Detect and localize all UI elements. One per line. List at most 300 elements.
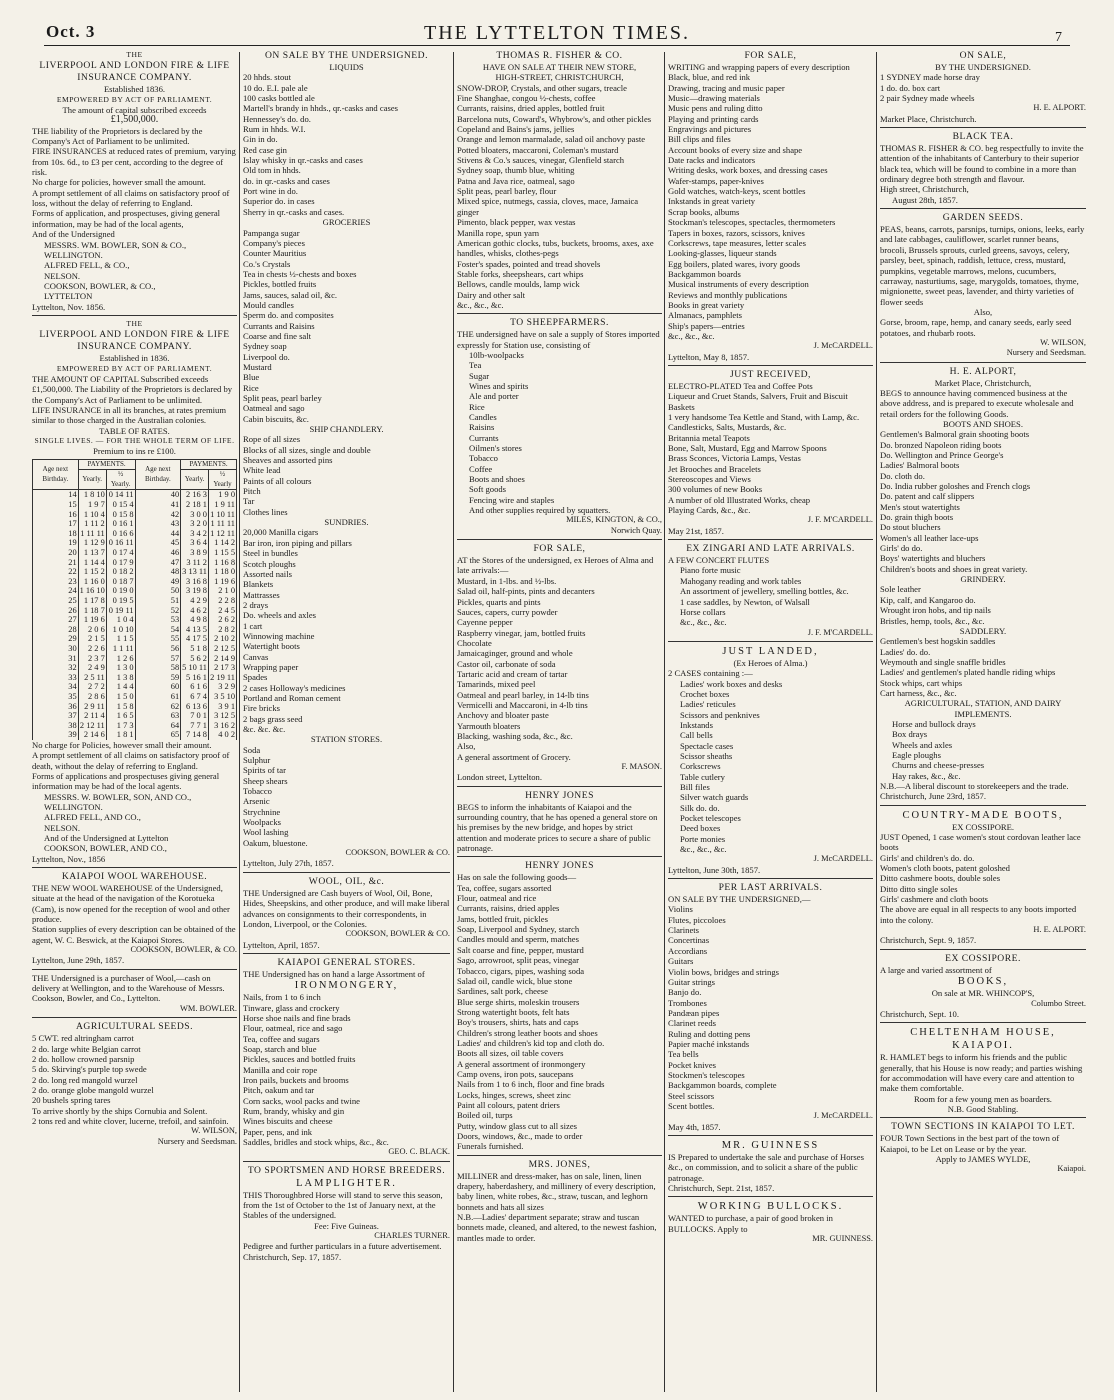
- list-item: Blocks of all sizes, single and double: [243, 444, 371, 455]
- list-item: Rum in hhds. W.I.: [243, 124, 306, 135]
- list-item: Deed boxes: [680, 823, 721, 834]
- list-item: Strong watertight boots, felt hats: [457, 1006, 570, 1017]
- list-item: Bill clips and files: [668, 134, 731, 145]
- list-item: Sulphur: [243, 755, 271, 766]
- zingari-ad: EX ZINGARI AND LATE ARRIVALS. A FEW CONCERT FLUTES Piano forte music Mahogany reading and work tables An assortment of jewellery, smelling bottles, &c. 1 case saddles, by Newton, of Walsall Horse collars &c., &c., &c. J. F. M'CARDELL.: [668, 543, 873, 637]
- list-item: COOKSON, BOWLER, & CO.,: [44, 280, 156, 291]
- list-item: Books in great variety: [668, 299, 745, 310]
- list-item: Corkscrews, tape measures, letter scales: [668, 237, 806, 248]
- list-item: Trombones: [668, 997, 707, 1008]
- list-item: 2 tons red and white clover, lucerne, trefoil, and sainfoin.: [32, 1115, 229, 1126]
- list-item: Woolpacks: [243, 817, 281, 828]
- list-item: Winnowing machine: [243, 630, 315, 641]
- list-item: No charge for Policies, however small their amount.: [32, 739, 212, 750]
- table-cell: 3 2 0: [181, 519, 209, 529]
- table-cell: 2 2 8: [208, 596, 236, 606]
- list-item: Tea, coffee and sugars: [243, 1033, 320, 1044]
- list-item: Watertight boots: [243, 641, 300, 652]
- list-item: Crochet boxes: [680, 688, 730, 699]
- table-row: [33, 682, 237, 692]
- list-item: Hennessey's do. do.: [243, 113, 311, 124]
- list-item: Fencing wire and staples: [469, 494, 555, 505]
- table-cell: 31: [33, 654, 79, 664]
- page-number: 7: [1055, 30, 1062, 45]
- table-cell: 2 17 3: [208, 663, 236, 673]
- list-item: Forms of applications and prospectuses giving general information may be had of the local agents.: [32, 770, 220, 792]
- list-item: Rope of all sizes: [243, 434, 301, 445]
- list-item: Rice: [243, 382, 259, 393]
- list-item: Mould candles: [243, 299, 294, 310]
- table-cell: 1 7 3: [106, 721, 135, 731]
- list-item: Ditto cashmere boots, double soles: [880, 873, 1001, 884]
- list-item: Inkstands: [680, 719, 713, 730]
- list-item: Stockman's telescopes, spectacles, thermometers: [668, 217, 836, 228]
- list-item: Tea bells: [668, 1049, 699, 1060]
- list-item: Fine Shanghae, congou ½-chests, coffee: [457, 93, 596, 104]
- list-item: Rice: [469, 401, 485, 412]
- table-cell: 2 10 2: [208, 634, 236, 644]
- table-cell: 26: [33, 606, 79, 616]
- list-item: Backgammon boards, complete: [668, 1080, 777, 1091]
- list-item: Pitch: [243, 486, 261, 497]
- ad-heading: BLACK TEA.: [952, 131, 1014, 143]
- list-item: Islay whisky in qr.-casks and cases: [243, 155, 363, 166]
- list-item: Girls' and children's do. do.: [880, 852, 975, 863]
- table-cell: 3 5 10: [208, 692, 236, 702]
- list-item: Horse collars: [680, 606, 726, 617]
- list-item: Do stout bluchers: [880, 522, 941, 533]
- list-item: 2 do. hollow crowned parsnip: [32, 1053, 135, 1064]
- guinness-ad: MR. GUINNESS IS Prepared to undertake the sale and purchase of Horses &c., on commission, and to solicit a share of the public patronage. Christchurch, Sept. 21st, 1857.: [668, 1139, 873, 1193]
- table-cell: 1 12 9: [78, 538, 106, 548]
- table-row: [33, 529, 237, 539]
- table-cell: 2 1 5: [78, 634, 106, 644]
- list-item: And of the Undersigned at Lyttelton: [44, 833, 169, 843]
- table-cell: 1 16 0: [78, 577, 106, 587]
- list-item: Split peas, pearl barley, flour: [457, 186, 557, 197]
- list-item: Liverpool do.: [243, 351, 290, 362]
- table-cell: 1 18 7: [78, 606, 106, 616]
- list-item: Scent bottles.: [668, 1100, 715, 1111]
- list-item: 20 bushels spring tares: [32, 1095, 111, 1106]
- ad-heading: KAIAPOI WOOL WAREHOUSE.: [61, 871, 208, 883]
- list-item: Assorted nails: [243, 568, 292, 579]
- table-row: [33, 673, 237, 683]
- list-item: Ladies' Balmoral boots: [880, 460, 960, 471]
- table-row: [33, 625, 237, 635]
- table-cell: 1 9 0: [208, 490, 236, 500]
- table-cell: 6 7 4: [181, 692, 209, 702]
- table-cell: 48: [135, 567, 181, 577]
- list-item: Bone, Salt, Mustard, Egg and Marrow Spoons: [668, 443, 827, 454]
- list-item: Scissor sheaths: [680, 750, 733, 761]
- bullocks-ad: WORKING BULLOCKS. WANTED to purchase, a pair of good broken in BULLOCKS. Apply to MR. GUINNESS.: [668, 1201, 873, 1244]
- list-item: Blacking, washing soda, &c., &c.: [457, 730, 573, 741]
- list-item: Piano forte music: [680, 565, 741, 576]
- list-item: To arrive shortly by the ships Cornubia and Solent.: [32, 1105, 208, 1116]
- list-item: Gin in do.: [243, 134, 278, 145]
- list-item: Pocket telescopes: [680, 813, 741, 824]
- ad-heading: WORKING BULLOCKS.: [697, 1201, 844, 1213]
- ad-heading: LIVERPOOL AND LONDON FIRE & LIFE INSURANCE COMPANY.: [39, 329, 230, 353]
- list-item: Do. cloth do.: [880, 470, 925, 481]
- list-item: 1 case saddles, by Newton, of Walsall: [680, 596, 810, 607]
- table-row: [33, 654, 237, 664]
- table-cell: 65: [135, 730, 181, 740]
- list-item: Boy's trousers, shirts, hats and caps: [457, 1017, 579, 1028]
- list-item: SNOW-DROP, Crystals, and other sugars, treacle: [457, 82, 627, 93]
- list-item: Jamaicaginger, ground and whole: [457, 648, 573, 659]
- table-cell: 0 18 2: [106, 567, 135, 577]
- list-item: Box drays: [892, 729, 928, 740]
- list-item: Men's stout watertights: [880, 501, 960, 512]
- list-item: Tar: [243, 496, 255, 507]
- table-cell: 25: [33, 596, 79, 606]
- list-item: Sauces, capers, curry powder: [457, 606, 558, 617]
- table-cell: 2 12 5: [208, 644, 236, 654]
- ad-heading: GARDEN SEEDS.: [942, 212, 1024, 224]
- list-item: Salt coarse and fine, pepper, mustard: [457, 944, 584, 955]
- list-item: Bristles, hemp, tools, &c., &c.: [880, 615, 985, 626]
- list-item: Mahogany reading and work tables: [680, 575, 802, 586]
- list-item: Date racks and indicators: [668, 155, 756, 166]
- list-item: Porte monies: [680, 833, 726, 844]
- list-item: Coffee: [469, 463, 493, 474]
- table-row: [33, 634, 237, 644]
- table-cell: 35: [33, 692, 79, 702]
- table-cell: 15: [33, 500, 79, 510]
- table-cell: 1 2 6: [106, 654, 135, 664]
- table-cell: 3 13 11: [182, 567, 207, 577]
- ad-heading: FOR SALE,: [744, 50, 797, 61]
- list-item: 300 volumes of new Books: [668, 484, 763, 495]
- table-row: [33, 490, 237, 500]
- table-cell: 54: [135, 625, 181, 635]
- table-cell: 59: [135, 673, 181, 683]
- list-item: &c. &c. &c.: [243, 724, 286, 734]
- list-item: Boots all sizes, oil table covers: [457, 1048, 564, 1059]
- list-item: Paint all colours, patent driers: [457, 1099, 560, 1110]
- list-item: An assortment of jewellery, smelling bottles, &c.: [680, 586, 849, 597]
- table-cell: 1 17 8: [78, 596, 106, 606]
- table-cell: 0 18 7: [106, 577, 135, 587]
- cheltenham-house-ad: CHELTENHAM HOUSE, KAIAPOI. R. HAMLET begs to inform his friends and the public generally, that his House is now ready; and parties wishing for accommodation will have every care and attention to make them comfortable. Room for a few young men as boarders. N.B. Good Stabling.: [880, 1026, 1086, 1114]
- newspaper-title: THE LYTTELTON TIMES.: [424, 22, 690, 44]
- column-rule: [239, 52, 240, 1392]
- list-item: Cabin biscuits, &c.: [243, 413, 309, 424]
- list-item: &c., &c., &c.: [457, 299, 504, 310]
- list-item: Candles: [469, 412, 497, 422]
- list-item: Raisins: [469, 422, 495, 433]
- list-item: Patna and Java rice, oatmeal, sago: [457, 175, 575, 186]
- table-cell: 51: [135, 596, 181, 606]
- list-item: Stockmen's telescopes: [668, 1069, 745, 1080]
- list-item: Manilla and coir rope: [243, 1064, 318, 1075]
- list-item: Stable forks, sheepshears, cart whips: [457, 268, 584, 279]
- column-rule: [453, 52, 454, 1392]
- list-item: Children's strong leather boots and shoes: [457, 1027, 598, 1038]
- list-item: Coarse and fine salt: [243, 330, 312, 341]
- table-cell: 1 1 5: [106, 634, 135, 644]
- list-item: A prompt settlement of all claims on satisfactory proof of loss, without the delay of referring to England.: [32, 187, 230, 209]
- table-cell: 2 5 11: [78, 673, 106, 683]
- table-cell: 1 14 2: [208, 538, 236, 548]
- ad-heading: PER LAST ARRIVALS.: [718, 882, 823, 894]
- ad-body: [32, 374, 237, 426]
- list-item: Stock whips, cart whips: [880, 677, 963, 688]
- list-item: Nails from 1 to 6 inch, floor and fine brads: [457, 1079, 605, 1090]
- on-sale-ad: ON SALE BY THE UNDERSIGNED. LIQUIDS 20 hhds. stout 10 do. E.I. pale ale 100 casks bottled ale Martell's brandy in hhds., qr.-casks and cases Hennessey's do. do. Rum in hhds. W.I. Gin in do. Red case gin Islay whisky in qr.-casks and cases Old tom in hhds. do. in qr.-casks and cases Port wine in do. Superior do. in cases Sherry in qr.-casks and cases. GROCERIES Pampanga sugar Company's pieces Counter Mauritius Co.'s Crystals Tea in chests ½-chests and boxes Pickles, bottled fruits Jams, sauces, salad oil, &c. Mould candles Sperm do. and composites Currants and Raisins Coarse and fine salt Sydney soap Liverpool do. Mustard Blue Rice Split peas, pearl barley Oatmeal and sago Cabin biscuits, &c. SHIP CHANDLERY. Rope of all sizes Blocks of all sizes, single and double Sheaves and assorted pins White lead Paints of all colours Pitch Tar Clothes lines SUNDRIES. 20,000 Manilla cigars Bar iron, iron piping and pillars Steel in bundles Scotch ploughs Assorted nails Blankets Mattrasses 2 drays Do. wheels and axles 1 cart Winnowing machine Watertight boots Canvas Wrapping paper Spades 2 cases Holloway's medicines Portland and Roman cement Fire bricks 2 bags grass seed &c. &c. &c. STATION STORES. Soda Sulphur Spirits of tar Sheep shears Tobacco Arsenic Strychnine Woolpacks Wool lashing Oakum, bluestone. COOKSON, BOWLER & CO. Lyttelton, July 27th, 1857.: [243, 50, 450, 869]
- table-cell: 4 6 2: [181, 606, 209, 616]
- table-cell: 33: [33, 673, 79, 683]
- list-item: Candlesticks, Salts, Mustards, &c.: [668, 422, 787, 433]
- list-item: Do. wheels and axles: [243, 610, 317, 621]
- list-item: COOKSON, BOWLER, AND CO.,: [44, 843, 167, 854]
- list-item: 2 bags grass seed: [243, 713, 303, 724]
- list-item: Almanacs, pamphlets: [668, 310, 742, 321]
- table-cell: 3 19 8: [181, 586, 209, 596]
- table-cell: 2 12 11: [79, 720, 105, 730]
- table-row: [33, 548, 237, 558]
- list-item: Do. bronzed Napoleon riding boots: [880, 439, 1002, 450]
- list-item: Brass Sconces, Victoria Lamps, Vestas: [668, 453, 801, 464]
- table-row: [33, 500, 237, 510]
- table-cell: 1 13 7: [78, 548, 106, 558]
- table-cell: 1 5 8: [106, 702, 135, 712]
- list-item: Britannia metal Teapots: [668, 432, 750, 443]
- table-cell: 1 15 5: [208, 548, 236, 558]
- list-item: Ship's papers—entries: [668, 320, 745, 331]
- list-item: No charge for policies, however small the amount.: [32, 177, 206, 188]
- column-4: [668, 50, 873, 1395]
- table-row: [33, 711, 237, 721]
- list-item: MESSRS. WM. BOWLER, SON & CO.,: [44, 239, 187, 250]
- list-item: Gentlemen's best hogskin saddles: [880, 636, 996, 647]
- table-cell: 1 12 11: [210, 528, 235, 538]
- table-cell: 64: [135, 721, 181, 731]
- list-item: Violin bows, bridges and strings: [668, 966, 779, 977]
- list-item: Blue: [243, 372, 260, 383]
- table-cell: 5 16 1: [181, 673, 209, 683]
- table-cell: 5 1 8: [181, 644, 209, 654]
- list-item: Counter Mauritius: [243, 248, 307, 259]
- list-item: Sydney soap, thumb blue, whiting: [457, 165, 575, 176]
- list-item: Blankets: [243, 579, 274, 590]
- list-item: Ladies' and gentlemen's plated handle riding whips: [880, 667, 1056, 678]
- list-item: Pocket knives: [668, 1059, 716, 1070]
- list-item: 2 pair Sydney made wheels: [880, 93, 975, 104]
- table-cell: 1 4 4: [106, 682, 135, 692]
- table-cell: 61: [135, 692, 181, 702]
- mason-for-sale-ad: FOR SALE, AT the Stores of the undersigned, ex Heroes of Alma and late arrivals:— Mustard, in 1-lbs. and ½-lbs. Salad oil, half-pints, pints and decanters Pickles, quarts and pints Sauces, capers, curry powder Cayenne pepper Raspberry vinegar, jam, bottled fruits Chocolate Jamaicaginger, ground and whole Castor oil, carbonate of soda Tartaric acid and cream of tartar Tamarinds, mixed peel Oatmeal and pearl barley, in 14-lb tins Vermicelli and Maccaroni, in 4-lb tins Anchovy and bloater paste Yarmouth bloaters Blacking, washing soda, &c., &c. Also, A general assortment of Grocery. F. MASON. London street, Lyttelton.: [457, 543, 662, 783]
- list-item: WELLINGTON.: [44, 249, 103, 260]
- list-item: 10lb-woolpacks: [469, 349, 524, 360]
- list-item: 1 SYDNEY made horse dray: [880, 72, 980, 83]
- list-item: Music—drawing materials: [668, 93, 760, 104]
- list-item: Sheep shears: [243, 775, 288, 786]
- list-item: &c., &c., &c.: [680, 617, 727, 628]
- ad-heading: LIVERPOOL AND LONDON FIRE & LIFE INSURANCE COMPANY.: [39, 60, 230, 84]
- masthead-rule: [44, 45, 1070, 46]
- table-cell: 1 10 4: [78, 510, 106, 520]
- list-item: Tea in chests ½-chests and boxes: [243, 268, 357, 279]
- list-item: Pampanga sugar: [243, 227, 300, 238]
- ad-heading: THOMAS R. FISHER & CO.: [496, 50, 623, 61]
- list-item: And other supplies required by squatters.: [469, 505, 611, 516]
- list-item: Music pens and ruling ditto: [668, 103, 763, 114]
- list-item: Tamarinds, mixed peel: [457, 679, 536, 690]
- table-row: [33, 519, 237, 529]
- table-row: [33, 577, 237, 587]
- list-item: Guitars: [668, 956, 694, 967]
- list-item: Spirits of tar: [243, 765, 286, 776]
- ad-heading: TO SHEEPFARMERS.: [510, 317, 609, 329]
- table-cell: 2 4 9: [78, 663, 106, 673]
- list-item: 5 CWT. red altringham carrot: [32, 1033, 134, 1044]
- table-cell: 0 17 9: [106, 558, 135, 568]
- list-item: Sydney soap: [243, 341, 287, 352]
- list-item: The above are equal in all respects to any boots imported into the colony.: [880, 904, 1077, 925]
- ad-heading: TO SPORTSMEN AND HORSE BREEDERS.: [247, 1164, 446, 1176]
- table-cell: 53: [135, 615, 181, 625]
- table-cell: 36: [33, 702, 79, 712]
- list-item: 5 do. Skirving's purple top swede: [32, 1064, 147, 1075]
- list-item: Writing desks, work boxes, and dressing cases: [668, 165, 828, 176]
- list-item: Musical instruments of every description: [668, 279, 809, 290]
- list-item: Portland and Roman cement: [243, 692, 341, 703]
- list-item: Horse shoe nails and fine brads: [243, 1012, 351, 1023]
- black-tea-ad: BLACK TEA. THOMAS R. FISHER & CO. beg respectfully to invite the attention of the inhabitants of Canterbury to their superior black tea, which will be found to combine in a more than ordinary degree both strength and flavour. High street, Christchurch, August 28th, 1857.: [880, 131, 1086, 205]
- kaiapoi-stores-ad: KAIAPOI GENERAL STORES. THE Undersigned has on hand a large Assortment of IRONMONGERY, Nails, from 1 to 6 inch Tinware, glass and crockery Horse shoe nails and fine brads Flour, oatmeal, rice and sago Tea, coffee and sugars Soap, starch and blue Pickles, sauces and bottled fruits Manilla and coir rope Iron pails, buckets and brooms Pitch, oakum and tar Corn sacks, wool packs and twine Rum, brandy, whisky and gin Wines biscuits and cheese Paper, pens, and ink Saddles, bridles and stock whips, &c., &c. GEO. C. BLACK.: [243, 956, 450, 1157]
- table-cell: 50: [135, 586, 181, 596]
- fisher-store-ad: THOMAS R. FISHER & CO. HAVE ON SALE AT THEIR NEW STORE, HIGH-STREET, CHRISTCHURCH, SNOW-DROP, Crystals, and other sugars, treacle Fine Shanghae, congou ½-chests, coffee Currants, raisins, dried apples, bottled fruit Barcelona nuts, Coward's, Whybrow's, and other pickles Copeland and Bains's jams, jellies Orange and lemon marmalade, salad oil anchovy paste Potted bloaters, maccaroni, Coleman's mustard Stivens & Co.'s sauces, vinegar, Glenfield starch Sydney soap, thumb blue, whiting Patna and Java rice, oatmeal, sago Split peas, pearl barley, flour Mixed spice, nutmegs, cassia, cloves, mace, Jamaica ginger Pimento, black pepper, wax vestas Manilla rope, spun yarn American gothic clocks, tubs, buckets, brooms, axes, axe handles, whisks, clothes-pegs Foster's spades, pointed and tread shovels Stable forks, sheepshears, cart whips Bellows, candle moulds, lamp wick Dairy and other salt &c., &c., &c.: [457, 50, 662, 310]
- list-item: Cayenne pepper: [457, 617, 513, 628]
- table-cell: 0 17 4: [106, 548, 135, 558]
- ad-heading: H. E. ALPORT,: [949, 365, 1017, 377]
- table-cell: 0 15 4: [106, 500, 135, 510]
- list-item: Sperm do. and composites: [243, 310, 334, 321]
- list-item: Old tom in hhds.: [243, 165, 301, 176]
- list-item: Martell's brandy in hhds., qr.-casks and cases: [243, 103, 399, 114]
- table-cell: 1 5 0: [106, 692, 135, 702]
- list-item: Silk do. do.: [680, 802, 720, 813]
- list-item: Station supplies of every description can be obtained of the agent, W. C. Beswick, at the Kaiapoi Stores.: [32, 924, 236, 945]
- list-item: Looking-glasses, liqueur stands: [668, 248, 777, 259]
- wool-oil-ad: WOOL, OIL, &c. THE Undersigned are Cash buyers of Wool, Oil, Bone, Hides, Sheepskins, and other produce, and will make liberal advances on consignments to their correspondents, in London, Liverpool, or the Colonies. COOKSON, BOWLER & CO. Lyttelton, April, 1857.: [243, 875, 450, 950]
- list-item: Wrapping paper: [243, 661, 299, 672]
- list-item: Tea, coffee, sugars assorted: [457, 882, 552, 893]
- table-cell: 1 6 5: [106, 711, 135, 721]
- table-cell: 60: [135, 682, 181, 692]
- list-item: Wool lashing: [243, 827, 289, 838]
- list-item: Violins: [668, 904, 693, 915]
- insurance-ad-fire: THE LIVERPOOL AND LONDON FIRE & LIFE INSURANCE COMPANY. Established 1836. EMPOWERED BY ACT OF PARLIAMENT. The amount of capital subscribed exceeds £1,500,000. THE liability of the Proprietors is declared by the Company's Act of Parliament to be unlimited. FIRE INSURANCES at reduced rates of premium, varying from 10s. 6d., to £3 per cent, according to the degree of risk. No charge for policies, however small the amount. A prompt settlement of all claims on satisfactory proof of loss, without the delay of referring to England. Forms of application, and prospectuses, giving general information, may be had of the local agents, And of the Undersigned MESSRS. WM. BOWLER, SON & CO., WELLINGTON. ALFRED FELL, & CO., NELSON. COOKSON, BOWLER, & CO., LYTTELTON Lyttelton, Nov. 1856.: [32, 50, 236, 312]
- masthead: [0, 0, 1114, 48]
- list-item: Oatmeal and sago: [243, 403, 305, 414]
- list-item: NELSON.: [44, 822, 81, 833]
- list-item: Horse and bullock drays: [892, 718, 976, 729]
- column-3: [457, 50, 662, 1395]
- list-item: Corn sacks, wool packs and twine: [243, 1095, 360, 1106]
- table-cell: 18: [33, 529, 79, 539]
- ad-body: [32, 740, 237, 792]
- ad-heading: AGRICULTURAL SEEDS.: [76, 1021, 193, 1033]
- table-cell: 29: [33, 634, 79, 644]
- list-item: Sole leather: [880, 584, 921, 595]
- ad-heading: FOR SALE,: [533, 543, 586, 555]
- list-item: Wines and spirits: [469, 380, 529, 391]
- table-cell: 4 13 5: [181, 625, 209, 635]
- list-item: Mustard: [243, 361, 272, 372]
- table-row: [33, 663, 237, 673]
- list-item: Ditto ditto single soles: [880, 883, 958, 894]
- list-item: Ruling and dotting pens: [668, 1028, 751, 1039]
- table-cell: 1 9 11: [208, 500, 236, 510]
- list-item: Silver watch guards: [680, 792, 749, 803]
- table-cell: 2 3 7: [78, 654, 106, 664]
- henry-jones-ad: HENRY JONES BEGS to inform the inhabitants of Kaiapoi and the surrounding country, that he has opened a general store on his premises by the new bridge, and hopes by strict attention and moderate prices to secure a share of public patronage.: [457, 790, 662, 854]
- list-item: MESSRS. W. BOWLER, SON, AND CO.,: [44, 791, 192, 802]
- list-item: Mattrasses: [243, 589, 280, 600]
- column-rule: [664, 52, 665, 1392]
- table-cell: 6 13 6: [181, 702, 209, 712]
- table-cell: 7 0 1: [181, 711, 209, 721]
- list-item: Currants and Raisins: [243, 320, 315, 331]
- table-cell: 0 16 6: [106, 529, 135, 539]
- table-row: [33, 586, 237, 596]
- list-item: Strychnine: [243, 806, 281, 817]
- list-item: Ladies' reticules: [680, 699, 736, 710]
- table-cell: 47: [135, 558, 181, 568]
- list-item: Bellows, candle moulds, lamp wick: [457, 279, 580, 290]
- rates-table: Age next Birthday. PAYMENTS. Age next Birthday. PAYMENTS. Yearly. ½ Yearly. Yearly. ½ Yearly 14 1 8 10 0 14 11 40 2 16 3 1 9 0 15 1 9 7 0 15 4 41 2 18 1 1 9 11 16 1 10 4 0 15 8 42 3 0 0 1 10 11 17 1 11 2 0 16 1 43 3 2 0 1 11 11 18 1 11 11 0 16 6 44 3 4 2 1 12 11 19 1 12 9 0 16 11 45 3 6 4 1 14 2 20 1 13 7 0 17 4 46 3 8 9 1 15 5 21 1 14 4 0 17 9 47 3 11 2 1 16 8 22 1 15 2 0 18 2 48 3 13 11 1 18 0 23 1 16 0 0 18 7 49 3 16 8 1 19 6 24 1 16 10 0 19 0 50 3 19 8 2 1 0 25 1 17 8 0 19 5 51 4 2 9 2 2 8 26 1 18 7 0 19 11 52 4 6 2 2 4 5 27 1 19 6 1 0 4 53 4 9 8 2 6 2 28 2 0 6 1 0 10 54 4 13 5 2 8 2 29 2 1 5 1 1 5 55 4 17 5 2 10 2 30 2 2 6 1 1 11 56 5 1 8 2 12 5 31 2 3 7 1 2 6 57 5 6 2 2 14 9 32 2 4 9 1 3 0 58 5 10 11 2 17 3 33 2 5 11 1 3 8 59 5 16 1 2 19 11 34 2 7 2 1 4 4 60 6 1 6 3 2 9 35 2 8 6 1 5 0 61 6 7 4 3 5 10 36 2 9 11 1 5 8 62 6 13 6 3 9 1 37 2 11 4 1 6 5 63 7 0 1 3 12 5 38 2 12 11 1 7 3 64 7 7 1 3 16 2 39 2 14 6 1 8 1 65 7 14 8 4 0 2: [32, 459, 237, 740]
- table-cell: 3 2 9: [208, 682, 236, 692]
- list-item: Hay rakes, &c., &c.: [892, 770, 961, 781]
- table-cell: 42: [135, 510, 181, 520]
- list-item: Backgammon boards: [668, 268, 741, 279]
- list-item: Locks, hinges, screws, sheet zinc: [457, 1089, 571, 1100]
- list-item: 1 do. do. box cart: [880, 82, 941, 93]
- stationery-ad: FOR SALE, WRITING and wrapping papers of every description Black, blue, and red ink Drawing, tracing and music paper Music—drawing materials Music pens and ruling ditto Playing and printing cards Engravings and pictures Bill clips and files Account books of every size and shape Date racks and indicators Writing desks, work boxes, and dressing cases Wafer-stamps, paper-knives Gold watches, watch-keys, scent bottles Inkstands in great variety Scrap books, albums Stockman's telescopes, spectacles, thermometers Tapers in boxes, razors, scissors, knives Corkscrews, tape measures, letter scales Looking-glasses, liqueur stands Egg boilers, plated wares, ivory goods Backgammon boards Musical instruments of every description Reviews and monthly publications Books in great variety Almanacs, pamphlets Ship's papers—entries &c., &c., &c. J. McCARDELL. Lyttelton, May 8, 1857.: [668, 50, 873, 362]
- table-cell: 0 14 11: [106, 490, 135, 500]
- list-item: FIRE INSURANCES at reduced rates of premium, varying from 10s. 6d., to £3 per cent, according to the degree of risk.: [32, 146, 236, 178]
- list-item: Gentlemen's Balmoral grain shooting boots: [880, 429, 1030, 440]
- table-cell: 5 10 11: [182, 663, 207, 673]
- table-cell: 62: [135, 702, 181, 712]
- list-item: Call bells: [680, 730, 713, 741]
- table-cell: 38: [33, 721, 79, 731]
- list-item: Oatmeal and pearl barley, in 14-lb tins: [457, 689, 589, 700]
- list-item: Sugar: [469, 370, 490, 381]
- table-row: [33, 692, 237, 702]
- list-item: Foster's spades, pointed and tread shovels: [457, 258, 601, 269]
- table-cell: 22: [33, 567, 79, 577]
- just-received-ad: JUST RECEIVED, ELECTRO-PLATED Tea and Coffee Pots Liqueur and Cruet Stands, Salvers, Fruit and Biscuit Baskets 1 very handsome Tea Kettle and Stand, with Lamp, &c. Candlesticks, Salts, Mustards, &c. Britannia metal Teapots Bone, Salt, Mustard, Egg and Marrow Spoons Brass Sconces, Victoria Lamps, Vestas Jet Brooches and Bracelets Stereoscopes and Views 300 volumes of new Books A number of old Illustrated Works, cheap Playing Cards, &c., &c. J. F. M'CARDELL. May 21st, 1857.: [668, 368, 873, 536]
- list-item: Red case gin: [243, 144, 287, 155]
- list-item: LYTTELTON: [44, 291, 93, 302]
- list-item: ALFRED FELL, AND CO.,: [44, 812, 141, 823]
- list-item: Clarinet reeds: [668, 1018, 716, 1029]
- list-item: Kip, calf, and Kangaroo do.: [880, 594, 976, 605]
- table-cell: 1 16 10: [79, 586, 105, 596]
- table-cell: 3 9 1: [208, 702, 236, 712]
- ad-heading: ON SALE,: [959, 50, 1007, 61]
- list-item: Concertinas: [668, 935, 710, 946]
- table-cell: 37: [33, 711, 79, 721]
- list-item: Saddles, bridles and stock whips, &c., &c.: [243, 1137, 389, 1148]
- table-cell: 32: [33, 663, 79, 673]
- list-item: 1 very handsome Tea Kettle and Stand, with Lamp, &c.: [668, 412, 860, 422]
